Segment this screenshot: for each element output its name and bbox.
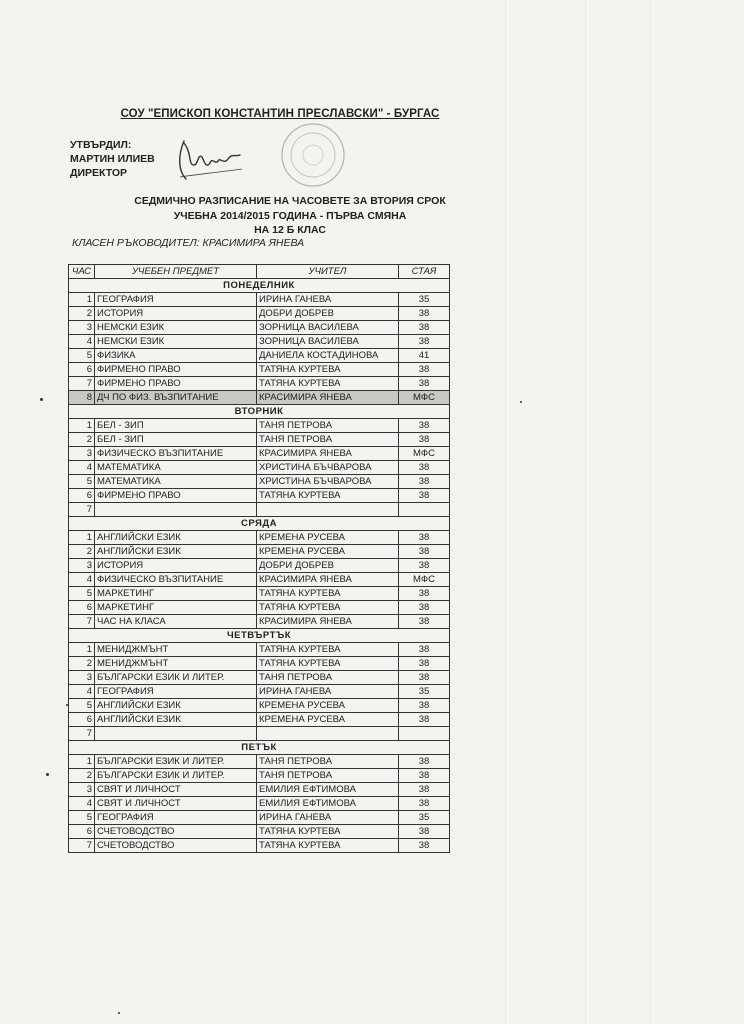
- room-cell: 38: [399, 615, 450, 629]
- teacher-cell: КРАСИМИРА ЯНЕВА: [257, 447, 399, 461]
- lesson-number: 3: [69, 321, 95, 335]
- subject-cell: АНГЛИЙСКИ ЕЗИК: [95, 713, 257, 727]
- table-row: [69, 839, 450, 853]
- room-cell: 38: [399, 545, 450, 559]
- subject-cell: НЕМСКИ ЕЗИК: [95, 335, 257, 349]
- day-header-row: [69, 741, 450, 755]
- subject-cell: ФИРМЕНО ПРАВО: [95, 489, 257, 503]
- heading-line-1: СЕДМИЧНО РАЗПИСАНИЕ НА ЧАСОВЕТЕ ЗА ВТОРИЯ СРОК: [134, 195, 446, 207]
- subject-cell: СВЯТ И ЛИЧНОСТ: [95, 783, 257, 797]
- table-row: [69, 685, 450, 699]
- room-cell: [399, 503, 450, 517]
- scan-speck: [40, 398, 43, 401]
- lesson-number: 3: [69, 671, 95, 685]
- subject-cell: ФИРМЕНО ПРАВО: [95, 363, 257, 377]
- day-name: ЧЕТВЪРТЪК: [69, 629, 450, 643]
- teacher-cell: ДАНИЕЛА КОСТАДИНОВА: [257, 349, 399, 363]
- schedule-body: [69, 279, 450, 853]
- table-row: [69, 559, 450, 573]
- school-name: СОУ "ЕПИСКОП КОНСТАНТИН ПРЕСЛАВСКИ" - БУРГАС: [120, 108, 440, 120]
- table-row: [69, 475, 450, 489]
- room-cell: 41: [399, 349, 450, 363]
- teacher-cell: ЕМИЛИЯ ЕФТИМОВА: [257, 797, 399, 811]
- teacher-cell: ДОБРИ ДОБРЕВ: [257, 307, 399, 321]
- lesson-number: 7: [69, 377, 95, 391]
- teacher-cell: КРАСИМИРА ЯНЕВА: [257, 391, 399, 405]
- subject-cell: ГЕОГРАФИЯ: [95, 811, 257, 825]
- scan-speck: [118, 1012, 120, 1014]
- day-name: ВТОРНИК: [69, 405, 450, 419]
- room-cell: 38: [399, 559, 450, 573]
- lesson-number: 2: [69, 307, 95, 321]
- subject-cell: ФИЗИКА: [95, 349, 257, 363]
- table-row: [69, 671, 450, 685]
- room-cell: 38: [399, 475, 450, 489]
- lesson-number: 7: [69, 503, 95, 517]
- lesson-number: 5: [69, 811, 95, 825]
- lesson-number: 7: [69, 839, 95, 853]
- heading-line-2: УЧЕБНА 2014/2015 ГОДИНА - ПЪРВА СМЯНА: [173, 209, 407, 222]
- table-row: [69, 433, 450, 447]
- teacher-cell: ЕМИЛИЯ ЕФТИМОВА: [257, 783, 399, 797]
- subject-cell: ФИРМЕНО ПРАВО: [95, 377, 257, 391]
- lesson-number: 2: [69, 769, 95, 783]
- lesson-number: 3: [69, 559, 95, 573]
- room-cell: [399, 727, 450, 741]
- lesson-number: 3: [69, 783, 95, 797]
- lesson-number: 6: [69, 825, 95, 839]
- room-cell: 38: [399, 433, 450, 447]
- day-header-row: [69, 517, 450, 531]
- room-cell: МФС: [399, 391, 450, 405]
- lesson-number: 6: [69, 601, 95, 615]
- teacher-cell: ЗОРНИЦА ВАСИЛЕВА: [257, 335, 399, 349]
- teacher-cell: КРЕМЕНА РУСЕВА: [257, 531, 399, 545]
- table-row: [69, 349, 450, 363]
- room-cell: 38: [399, 825, 450, 839]
- lesson-number: 6: [69, 363, 95, 377]
- teacher-cell: ТАТЯНА КУРТЕВА: [257, 825, 399, 839]
- table-row: [69, 489, 450, 503]
- room-cell: 38: [399, 643, 450, 657]
- teacher-cell: [257, 503, 399, 517]
- subject-cell: АНГЛИЙСКИ ЕЗИК: [95, 699, 257, 713]
- room-cell: 38: [399, 363, 450, 377]
- subject-cell: ФИЗИЧЕСКО ВЪЗПИТАНИЕ: [95, 573, 257, 587]
- lesson-number: 5: [69, 349, 95, 363]
- room-cell: 38: [399, 839, 450, 853]
- lesson-number: 6: [69, 489, 95, 503]
- teacher-cell: [257, 727, 399, 741]
- teacher-cell: ТАТЯНА КУРТЕВА: [257, 839, 399, 853]
- day-name: ПЕТЪК: [69, 741, 450, 755]
- lesson-number: 7: [69, 727, 95, 741]
- table-row: [69, 335, 450, 349]
- table-row: [69, 811, 450, 825]
- director-name: МАРТИН ИЛИЕВ: [70, 153, 155, 165]
- table-row: [69, 825, 450, 839]
- table-row: [69, 363, 450, 377]
- subject-cell: ЧАС НА КЛАСА: [95, 615, 257, 629]
- lesson-number: 1: [69, 531, 95, 545]
- room-cell: 35: [399, 685, 450, 699]
- table-row: [69, 657, 450, 671]
- subject-cell: МЕНИДЖМЪНТ: [95, 643, 257, 657]
- teacher-cell: КРАСИМИРА ЯНЕВА: [257, 615, 399, 629]
- teacher-cell: ИРИНА ГАНЕВА: [257, 293, 399, 307]
- subject-cell: СВЯТ И ЛИЧНОСТ: [95, 797, 257, 811]
- subject-cell: [95, 727, 257, 741]
- subject-cell: АНГЛИЙСКИ ЕЗИК: [95, 545, 257, 559]
- heading-line-3: НА 12 Б КЛАС: [254, 224, 326, 236]
- room-cell: 38: [399, 797, 450, 811]
- room-cell: 38: [399, 531, 450, 545]
- subject-cell: ГЕОГРАФИЯ: [95, 685, 257, 699]
- table-header-row: [69, 265, 450, 279]
- subject-cell: БЪЛГАРСКИ ЕЗИК И ЛИТЕР.: [95, 769, 257, 783]
- approval-label: УТВЪРДИЛ:: [70, 139, 132, 151]
- room-cell: 38: [399, 419, 450, 433]
- teacher-cell: ТАТЯНА КУРТЕВА: [257, 587, 399, 601]
- room-cell: 38: [399, 307, 450, 321]
- table-row: [69, 713, 450, 727]
- table-row: [69, 321, 450, 335]
- school-stamp: [278, 120, 348, 190]
- teacher-cell: КРАСИМИРА ЯНЕВА: [257, 573, 399, 587]
- scan-artifact: [505, 0, 506, 1024]
- teacher-cell: ТАТЯНА КУРТЕВА: [257, 643, 399, 657]
- header-room: СТАЯ: [399, 265, 450, 279]
- room-cell: 38: [399, 377, 450, 391]
- lesson-number: 7: [69, 615, 95, 629]
- subject-cell: ДЧ ПО ФИЗ. ВЪЗПИТАНИЕ: [95, 391, 257, 405]
- room-cell: 38: [399, 699, 450, 713]
- room-cell: 38: [399, 769, 450, 783]
- teacher-cell: ТАНЯ ПЕТРОВА: [257, 769, 399, 783]
- scan-speck: [520, 401, 522, 403]
- room-cell: 38: [399, 587, 450, 601]
- lesson-number: 8: [69, 391, 95, 405]
- table-row: [69, 615, 450, 629]
- room-cell: 38: [399, 783, 450, 797]
- teacher-cell: ИРИНА ГАНЕВА: [257, 811, 399, 825]
- scan-artifact: [585, 0, 586, 1024]
- room-cell: 35: [399, 811, 450, 825]
- room-cell: 38: [399, 335, 450, 349]
- lesson-number: 5: [69, 587, 95, 601]
- subject-cell: ГЕОГРАФИЯ: [95, 293, 257, 307]
- lesson-number: 4: [69, 685, 95, 699]
- lesson-number: 4: [69, 335, 95, 349]
- room-cell: 35: [399, 293, 450, 307]
- teacher-cell: ТАТЯНА КУРТЕВА: [257, 489, 399, 503]
- header-hour: ЧАС: [69, 265, 95, 279]
- subject-cell: МАРКЕТИНГ: [95, 601, 257, 615]
- table-row: [69, 307, 450, 321]
- lesson-number: 5: [69, 475, 95, 489]
- table-row: [69, 531, 450, 545]
- room-cell: 38: [399, 461, 450, 475]
- table-row: [69, 377, 450, 391]
- table-row: [69, 391, 450, 405]
- table-row: [69, 293, 450, 307]
- lesson-number: 1: [69, 643, 95, 657]
- teacher-cell: ТАНЯ ПЕТРОВА: [257, 671, 399, 685]
- lesson-number: 5: [69, 699, 95, 713]
- room-cell: 38: [399, 489, 450, 503]
- table-row: [69, 643, 450, 657]
- teacher-cell: ТАНЯ ПЕТРОВА: [257, 755, 399, 769]
- day-header-row: [69, 629, 450, 643]
- day-name: СРЯДА: [69, 517, 450, 531]
- director-signature: [172, 135, 262, 185]
- table-row: [69, 769, 450, 783]
- director-position: ДИРЕКТОР: [70, 167, 128, 179]
- teacher-cell: ХРИСТИНА БЪЧВАРОВА: [257, 475, 399, 489]
- lesson-number: 1: [69, 419, 95, 433]
- teacher-cell: КРЕМЕНА РУСЕВА: [257, 545, 399, 559]
- lesson-number: 4: [69, 461, 95, 475]
- teacher-cell: ЗОРНИЦА ВАСИЛЕВА: [257, 321, 399, 335]
- lesson-number: 4: [69, 797, 95, 811]
- table-row: [69, 447, 450, 461]
- table-row: [69, 797, 450, 811]
- day-name: ПОНЕДЕЛНИК: [69, 279, 450, 293]
- table-row: [69, 461, 450, 475]
- room-cell: 38: [399, 601, 450, 615]
- teacher-cell: ХРИСТИНА БЪЧВАРОВА: [257, 461, 399, 475]
- lesson-number: 4: [69, 573, 95, 587]
- subject-cell: [95, 503, 257, 517]
- subject-cell: АНГЛИЙСКИ ЕЗИК: [95, 531, 257, 545]
- room-cell: 38: [399, 713, 450, 727]
- subject-cell: ФИЗИЧЕСКО ВЪЗПИТАНИЕ: [95, 447, 257, 461]
- table-row: [69, 699, 450, 713]
- table-row: [69, 587, 450, 601]
- lesson-number: 2: [69, 433, 95, 447]
- room-cell: 38: [399, 755, 450, 769]
- room-cell: МФС: [399, 573, 450, 587]
- teacher-cell: ТАТЯНА КУРТЕВА: [257, 601, 399, 615]
- scan-artifact: [650, 0, 651, 1024]
- lesson-number: 1: [69, 293, 95, 307]
- table-row: [69, 601, 450, 615]
- table-row: [69, 545, 450, 559]
- lesson-number: 1: [69, 755, 95, 769]
- teacher-cell: ДОБРИ ДОБРЕВ: [257, 559, 399, 573]
- teacher-cell: ТАТЯНА КУРТЕВА: [257, 657, 399, 671]
- teacher-cell: КРЕМЕНА РУСЕВА: [257, 713, 399, 727]
- room-cell: 38: [399, 671, 450, 685]
- teacher-cell: ТАНЯ ПЕТРОВА: [257, 419, 399, 433]
- subject-cell: БЪЛГАРСКИ ЕЗИК И ЛИТЕР.: [95, 671, 257, 685]
- subject-cell: СЧЕТОВОДСТВО: [95, 825, 257, 839]
- subject-cell: НЕМСКИ ЕЗИК: [95, 321, 257, 335]
- header-subject: УЧЕБЕН ПРЕДМЕТ: [95, 265, 257, 279]
- teacher-cell: ТАТЯНА КУРТЕВА: [257, 377, 399, 391]
- room-cell: 38: [399, 657, 450, 671]
- subject-cell: БЕЛ - ЗИП: [95, 433, 257, 447]
- class-teacher: КЛАСЕН РЪКОВОДИТЕЛ: КРАСИМИРА ЯНЕВА: [72, 237, 305, 249]
- lesson-number: 2: [69, 545, 95, 559]
- lesson-number: 3: [69, 447, 95, 461]
- table-row: [69, 419, 450, 433]
- teacher-cell: ТАНЯ ПЕТРОВА: [257, 433, 399, 447]
- subject-cell: ИСТОРИЯ: [95, 559, 257, 573]
- teacher-cell: ТАТЯНА КУРТЕВА: [257, 363, 399, 377]
- table-row: [69, 727, 450, 741]
- day-header-row: [69, 279, 450, 293]
- schedule-table: [68, 264, 450, 853]
- teacher-cell: ИРИНА ГАНЕВА: [257, 685, 399, 699]
- subject-cell: БЪЛГАРСКИ ЕЗИК И ЛИТЕР.: [95, 755, 257, 769]
- approval-block: [70, 138, 155, 180]
- subject-cell: МАРКЕТИНГ: [95, 587, 257, 601]
- table-row: [69, 503, 450, 517]
- subject-cell: МАТЕМАТИКА: [95, 461, 257, 475]
- lesson-number: 6: [69, 713, 95, 727]
- room-cell: 38: [399, 321, 450, 335]
- subject-cell: СЧЕТОВОДСТВО: [95, 839, 257, 853]
- header-teacher: УЧИТЕЛ: [257, 265, 399, 279]
- day-header-row: [69, 405, 450, 419]
- subject-cell: МЕНИДЖМЪНТ: [95, 657, 257, 671]
- table-row: [69, 573, 450, 587]
- table-row: [69, 755, 450, 769]
- room-cell: МФС: [399, 447, 450, 461]
- subject-cell: ИСТОРИЯ: [95, 307, 257, 321]
- scan-speck: [46, 773, 49, 776]
- lesson-number: 2: [69, 657, 95, 671]
- schedule-heading: [90, 194, 490, 238]
- subject-cell: БЕЛ - ЗИП: [95, 419, 257, 433]
- table-row: [69, 783, 450, 797]
- teacher-cell: КРЕМЕНА РУСЕВА: [257, 699, 399, 713]
- subject-cell: МАТЕМАТИКА: [95, 475, 257, 489]
